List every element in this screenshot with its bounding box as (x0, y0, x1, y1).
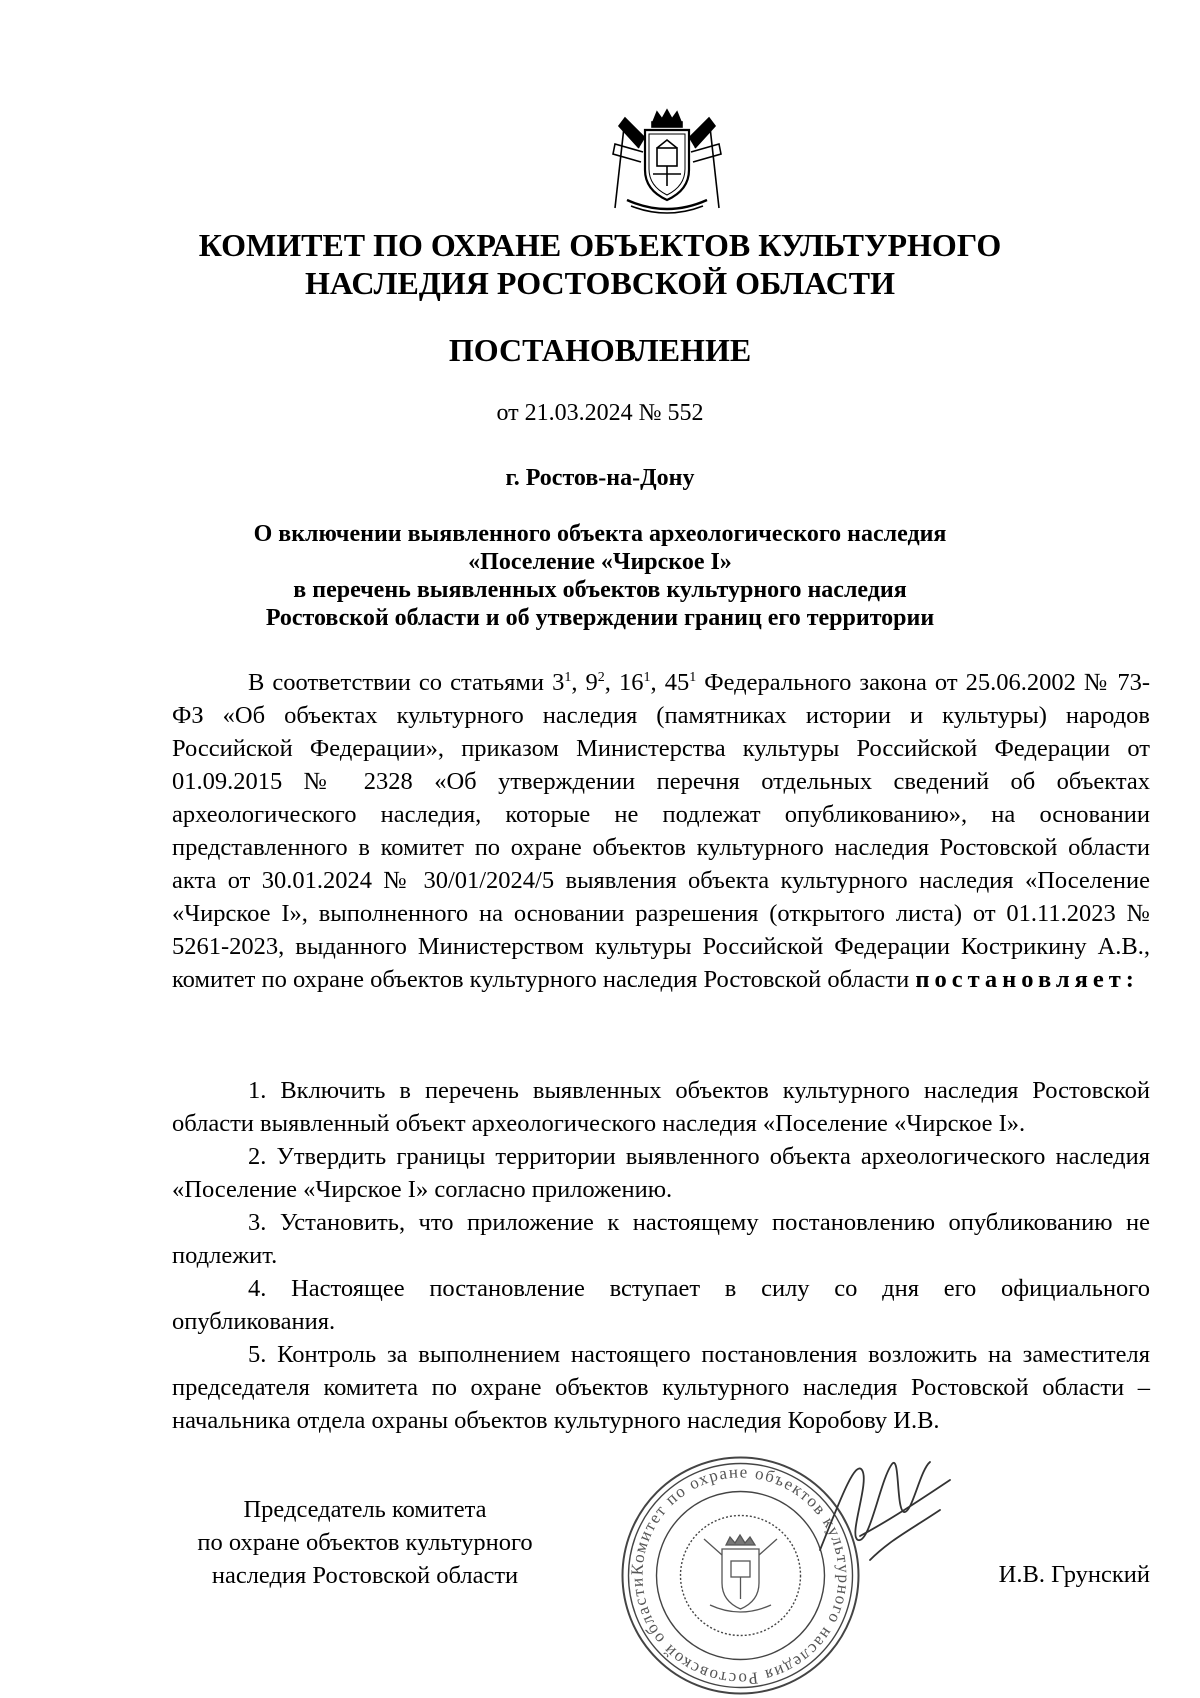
article-superscript: 2 (597, 670, 605, 685)
document-title-line1: О включении выявленного объекта археологического наследия (253, 521, 947, 547)
document-date-number: от 21.03.2024 № 552 (496, 400, 704, 426)
document-title-line3: в перечень выявленных объектов культурного наследия (293, 577, 907, 603)
decree-item: 3. Установить, что приложение к настоящему постановлению опубликованию не подлежит. (172, 1209, 1150, 1269)
document-title (0, 520, 1200, 632)
document-title-line2: «Поселение «Чирское I» (468, 549, 732, 575)
signatory-position (150, 1493, 580, 1592)
seal-text: Комитет по охране объектов культурного наследия Ростовской области (627, 1462, 854, 1689)
signatory-position-line3: наследия Ростовской области (211, 1562, 519, 1589)
decree-word: постановляет: (915, 966, 1139, 993)
preamble-text: , 9 (571, 669, 598, 696)
organization-name (0, 226, 1200, 302)
article-superscript: 1 (689, 670, 697, 685)
decree-item: 4. Настоящее постановление вступает в силу со дня его официального опубликования. (172, 1275, 1150, 1335)
organization-name-line2: НАСЛЕДИЯ РОСТОВСКОЙ ОБЛАСТИ (304, 265, 896, 301)
signatory-position-line1: Председатель комитета (243, 1496, 487, 1523)
document-title-line4: Ростовской области и об утверждении границ его территории (265, 605, 935, 631)
decree-item: 2. Утвердить границы территории выявленного объекта археологического наследия «Поселение «Чирское I» согласно приложению. (172, 1143, 1150, 1203)
handwritten-signature-icon (800, 1440, 960, 1590)
article-superscript: 1 (564, 670, 572, 685)
preamble-text: Федерального закона от 25.06.2002 № 73-ФЗ «Об объектах культурного наследия (памятниках истории и культуры) народов Российской Федерации», приказом Министерства культуры Российской Федерации от 01.09.2015 № 2328 «Об утверждении перечня отдельных сведений об объектах археологического наследия, которые не подлежат опубликованию», на основании представленного в комитет по охране объектов культурного наследия Ростовской области акта от 30.01.2024 № 30/01/2024/5 выявления объекта культурного наследия «Поселение «Чирское I», выполненного на основании разрешения (открытого листа) от 01.11.2023 № 5261-2023, выданного Министерством культуры Российской Федерации Кострикину А.В., комитет по охране объектов культурного наследия Ростовской области (172, 669, 1151, 993)
preamble-paragraph (172, 666, 1150, 996)
preamble-text: , 45 (650, 669, 690, 696)
decree-items (172, 1074, 1150, 1437)
decree-item: 1. Включить в перечень выявленных объектов культурного наследия Ростовской области выявленный объект археологического наследия «Поселение «Чирское I». (172, 1077, 1150, 1137)
organization-name-line1: КОМИТЕТ ПО ОХРАНЕ ОБЪЕКТОВ КУЛЬТУРНОГО (198, 227, 1002, 263)
decree-item: 5. Контроль за выполнением настоящего постановления возложить на заместителя председателя комитета по охране объектов культурного наследия Ростовской области – начальника отдела охраны объектов культурного наследия Коробову И.В. (172, 1341, 1150, 1434)
signatory-position-line2: по охране объектов культурного (197, 1529, 533, 1556)
article-superscript: 1 (643, 670, 651, 685)
coat-of-arms-icon (605, 108, 730, 216)
document-city: г. Ростов-на-Дону (505, 465, 695, 491)
document-type: ПОСТАНОВЛЕНИЕ (448, 332, 752, 368)
signatory-name: И.В. Грунский (998, 1561, 1150, 1588)
preamble-text: , 16 (604, 669, 644, 696)
preamble-text: В соответствии со статьями 3 (248, 669, 565, 696)
